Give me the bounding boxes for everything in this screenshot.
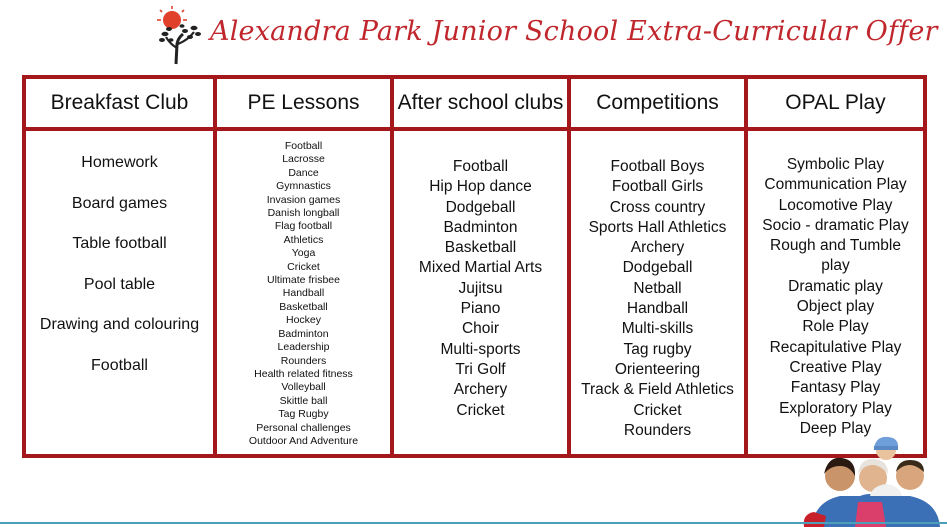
column-header-opal-play: OPAL Play	[748, 79, 923, 131]
footer-divider	[0, 522, 947, 524]
list-item: Handball	[626, 300, 689, 318]
list-item: Piano	[460, 300, 501, 318]
list-item: Personal challenges	[256, 421, 351, 434]
list-item: Multi-skills	[621, 320, 694, 338]
list-item: Hockey	[285, 314, 321, 327]
list-item: Socio - dramatic Play	[762, 216, 909, 234]
column-header-pe-lessons: PE Lessons	[217, 79, 394, 131]
offer-table	[22, 75, 927, 458]
list-item: Yoga	[291, 247, 316, 260]
list-item: Dance	[288, 166, 319, 179]
header	[0, 0, 947, 70]
list-item: Football	[91, 356, 148, 374]
list-item: Symbolic Play	[786, 156, 885, 173]
list-item: Fantasy Play	[790, 379, 881, 397]
list-item: Recapitulative Play	[769, 338, 902, 356]
column-header-competitions: Competitions	[571, 79, 748, 131]
list-item: Football	[452, 158, 509, 175]
list-item: Ultimate frisbee	[267, 274, 340, 287]
list-item: Leadership	[277, 341, 330, 354]
breakfast-club-list	[26, 131, 217, 454]
list-item: Lacrosse	[282, 153, 325, 166]
list-item: Football Boys	[610, 158, 705, 175]
column-header-breakfast-club: Breakfast Club	[26, 79, 217, 131]
list-item: Basketball	[444, 239, 517, 257]
list-item: Cricket	[633, 401, 682, 419]
list-item: Table football	[72, 235, 167, 252]
list-item: Archery	[630, 239, 685, 257]
list-item: Rounders	[623, 421, 692, 439]
list-item: Multi-sports	[440, 340, 521, 358]
list-item: Basketball	[279, 300, 328, 313]
list-item: Object play	[796, 298, 875, 316]
list-item: Flag football	[274, 220, 333, 233]
page-title: Alexandra Park Junior School Extra-Curricular Offer	[210, 16, 938, 47]
list-item: Skittle ball	[279, 394, 328, 407]
list-item: Danish longball	[267, 207, 340, 220]
list-item: Tag Rugby	[278, 408, 329, 421]
list-item: Archery	[453, 381, 508, 399]
list-item: Mixed Martial Arts	[418, 259, 543, 277]
pe-lessons-list	[217, 131, 394, 454]
list-item: Tag rugby	[623, 340, 692, 358]
list-item: Locomotive Play	[778, 196, 893, 214]
list-item: Handball	[282, 287, 325, 300]
list-item: Creative Play	[789, 358, 882, 376]
list-item: Tri Golf	[455, 360, 506, 378]
list-item: Invasion games	[266, 193, 341, 206]
list-item: Sports Hall Athletics	[588, 218, 727, 236]
list-item: Netball	[633, 279, 682, 297]
list-item: Badminton	[278, 327, 329, 340]
list-item: Choir	[461, 320, 500, 338]
list-item: Badminton	[443, 218, 518, 236]
list-item: Cross country	[609, 198, 706, 216]
list-item: Cricket	[287, 260, 320, 273]
list-item: Pool table	[83, 275, 156, 293]
list-item: Deep Play	[799, 419, 872, 437]
column-header-after-school-clubs: After school clubs	[394, 79, 571, 131]
list-item: Track & Field Athletics	[581, 381, 734, 399]
children-photo-icon	[800, 432, 947, 527]
list-item: Gymnastics	[276, 180, 331, 193]
list-item: Rounders	[280, 354, 327, 367]
list-item: Role Play	[802, 318, 869, 336]
list-item: Athletics	[283, 233, 324, 246]
list-item: Dodgeball	[622, 259, 693, 277]
list-item: Health related fitness	[254, 367, 353, 380]
list-item: Outdoor And Adventure	[248, 434, 359, 447]
list-item: Drawing and colouring	[39, 316, 200, 333]
after-school-clubs-list	[394, 131, 571, 454]
list-item: Hip Hop dance	[429, 178, 532, 196]
sun-tree-logo-icon	[152, 4, 214, 66]
list-item: Homework	[81, 154, 158, 171]
competitions-list	[571, 131, 748, 454]
list-item: Board games	[71, 194, 168, 212]
opal-play-list	[748, 131, 923, 454]
list-item: Cricket	[456, 401, 505, 419]
list-item: Exploratory Play	[779, 399, 892, 417]
list-item: Volleyball	[281, 381, 326, 394]
list-item: Dramatic play	[788, 277, 883, 295]
list-item: Orienteering	[614, 360, 701, 378]
list-item: Dodgeball	[445, 198, 516, 216]
list-item: Jujitsu	[458, 279, 503, 297]
list-item: Rough and Tumble play	[770, 237, 901, 275]
list-item: Communication Play	[764, 176, 907, 194]
list-item: Football	[284, 140, 323, 152]
list-item: Football Girls	[611, 178, 704, 196]
